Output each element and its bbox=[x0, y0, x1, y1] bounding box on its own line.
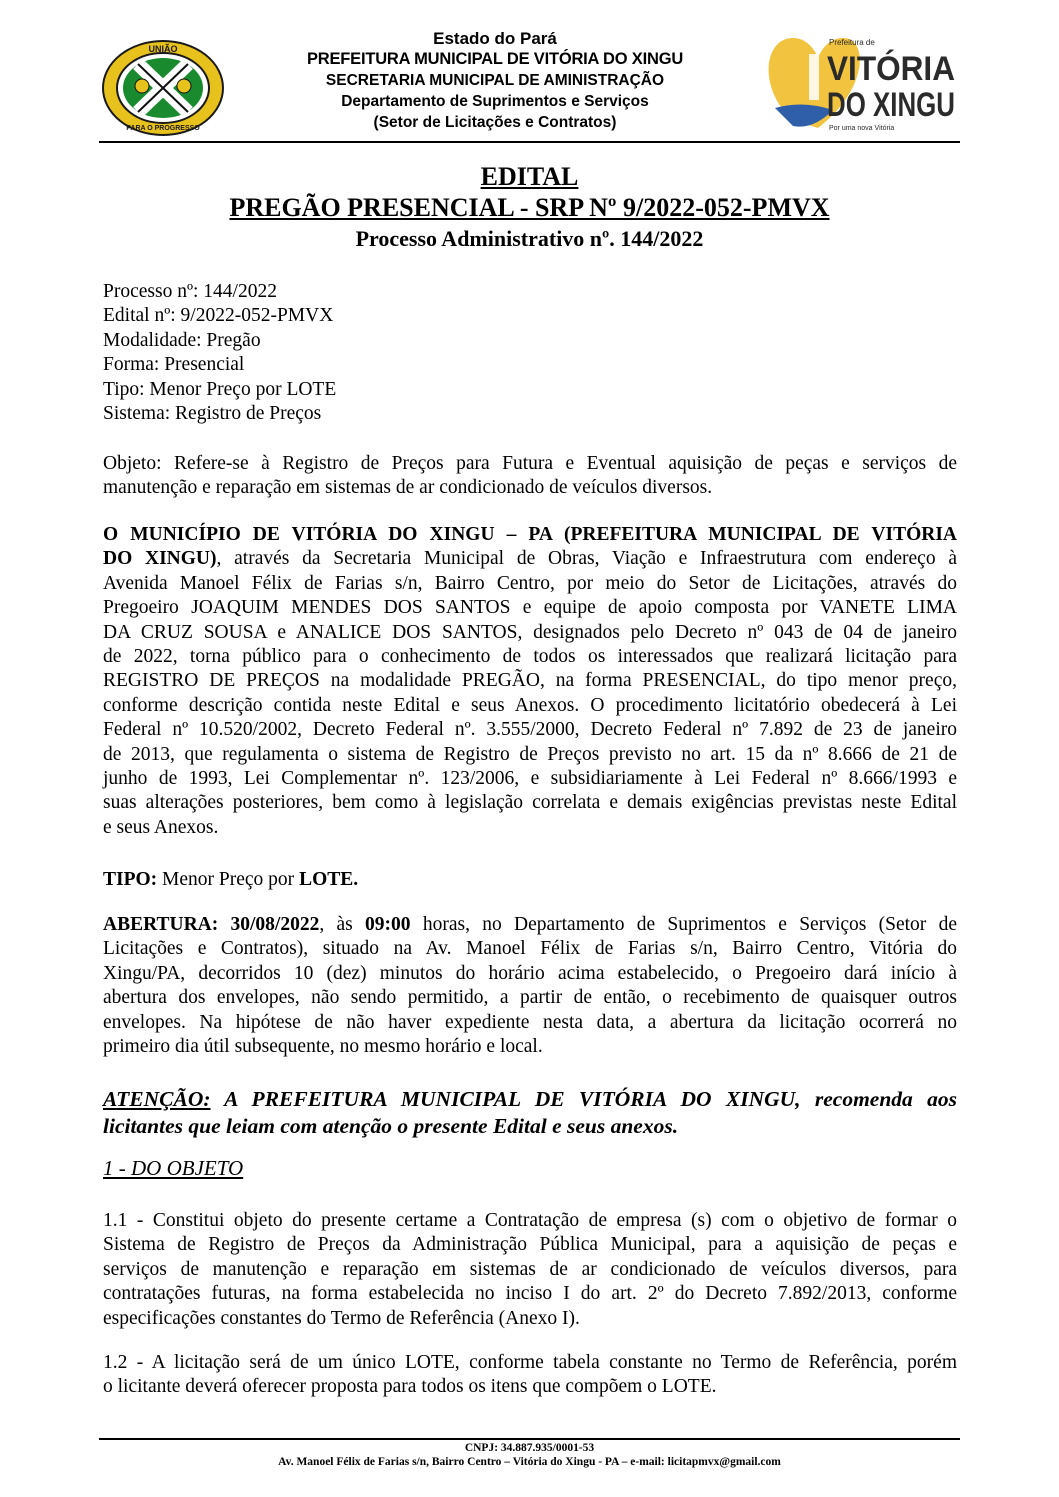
preamble-line: e seus Anexos. bbox=[103, 816, 219, 838]
preamble-bold-lead: O MUNICÍPIO DE VITÓRIA DO XINGU – PA (PREFEITURA MUNICIPAL DE VITÓRIA bbox=[103, 524, 957, 545]
municipal-seal-icon bbox=[100, 38, 226, 138]
preamble-bold-lead-end: DO XINGU) bbox=[103, 548, 217, 570]
footer-divider bbox=[99, 1438, 960, 1440]
preamble-line: de 2022, torna público para o conhecimento de todos os interessados que realizará licitação para bbox=[103, 646, 957, 668]
title-block bbox=[99, 162, 960, 254]
page-footer bbox=[99, 1441, 960, 1469]
abertura-time: 09:00 bbox=[365, 914, 411, 935]
preamble-paragraph bbox=[103, 523, 957, 840]
meta-modalidade: Modalidade: Pregão bbox=[103, 329, 261, 351]
meta-edital: Edital nº: 9/2022-052-PMVX bbox=[103, 305, 334, 327]
objeto-line: manutenção e reparação em sistemas de ar condicionado de veículos diversos. bbox=[103, 477, 713, 499]
preamble-line: Pregoeiro JOAQUIM MENDES DOS SANTOS e equipe de apoio composta por VANETE LIMA bbox=[103, 597, 957, 619]
section1-paragraph-1 bbox=[103, 1209, 957, 1331]
section-title: 1 - DO OBJETO bbox=[103, 1156, 244, 1180]
preamble-line: junho de 1993, Lei Complementar nº. 123/2006, e subsidiariamente à Lei Federal nº 8.666/1993 e bbox=[103, 768, 957, 790]
state-name: Estado do Pará bbox=[433, 29, 557, 48]
meta-forma: Forma: Presencial bbox=[103, 354, 245, 376]
atencao-label: ATENÇÃO: bbox=[103, 1087, 211, 1111]
section1-paragraph-2 bbox=[103, 1351, 957, 1400]
atencao-line-rest: A PREFEITURA MUNICIPAL DE VITÓRIA DO XINGU, recomenda aos bbox=[210, 1087, 957, 1111]
secretaria-name: SECRETARIA MUNICIPAL DE AMINISTRAÇÃO bbox=[325, 72, 665, 89]
footer-address: Av. Manoel Félix de Farias s/n, Bairro Centro – Vitória do Xingu - PA – e-mail: licitapmvx@gmail.com bbox=[278, 1456, 781, 1468]
logo-small-top: Prefeitura de bbox=[829, 38, 875, 47]
preamble-line: suas alterações posteriores, bem como à legislação correlata e demais exigências previstas neste Edital bbox=[103, 792, 957, 814]
atencao-notice bbox=[103, 1086, 957, 1140]
preamble-line: conforme descrição contida neste Edital e seus Anexos. O procedimento licitatório obedecerá à Lei bbox=[103, 694, 957, 716]
section1-line: Sistema de Registro de Preços da Administração Pública Municipal, para a aquisição de peças e bbox=[103, 1234, 957, 1256]
section1-line: serviços de manutenção e reparação em sistemas de ar condicionado de veículos diversos, para bbox=[103, 1258, 957, 1280]
atencao-line bbox=[103, 1086, 957, 1113]
abertura-label: ABERTURA: 30/08/2022 bbox=[103, 914, 320, 935]
meta-sistema: Sistema: Registro de Preços bbox=[103, 403, 322, 425]
header-divider bbox=[99, 141, 960, 143]
section1-line: o licitante deverá oferecer proposta para todos os itens que compõem o LOTE. bbox=[103, 1376, 717, 1398]
preamble-line: Federal nº 10.520/2002, Decreto Federal nº. 3.555/2000, Decreto Federal nº 7.892 de 23 de janeiro bbox=[103, 719, 957, 741]
objeto-line: Objeto: Refere-se à Registro de Preços para Futura e Eventual aquisição de peças e serviços de bbox=[103, 453, 957, 474]
tipo-paragraph bbox=[103, 868, 957, 892]
atencao-line: licitantes que leiam com atenção o presente Edital e seus anexos. bbox=[103, 1114, 679, 1138]
edital-title: EDITAL bbox=[480, 162, 579, 191]
footer-cnpj: CNPJ: 34.887.935/0001-53 bbox=[464, 1442, 595, 1454]
departamento-name: Departamento de Suprimentos e Serviços bbox=[341, 93, 649, 110]
abertura-line: envelopes. Na hipótese de não haver expediente nesta data, a abertura da licitação ocorrerá no bbox=[103, 1011, 957, 1033]
preamble-line: de 2013, que regulamenta o sistema de Registro de Preços previsto no art. 15 da nº 8.666 de 21 de bbox=[103, 743, 957, 765]
logo-tagline: Por uma nova Vitória bbox=[829, 125, 895, 132]
meta-tipo: Tipo: Menor Preço por LOTE bbox=[103, 378, 337, 400]
abertura-line bbox=[103, 913, 957, 937]
abertura-line: abertura dos envelopes, não sendo permitido, a partir de então, o recebimento de quaisquer outros bbox=[103, 987, 957, 1009]
seal-top-text: UNIÃO bbox=[148, 44, 178, 54]
meta-processo: Processo nº: 144/2022 bbox=[103, 281, 277, 302]
preamble-line bbox=[103, 547, 957, 571]
pregao-title: PREGÃO PRESENCIAL - SRP Nº 9/2022-052-PMVX bbox=[229, 193, 830, 222]
preamble-line: REGISTRO DE PREÇOS na modalidade PREGÃO, na forma PRESENCIAL, do tipo menor preço, bbox=[103, 670, 957, 692]
setor-name: (Setor de Licitações e Contratos) bbox=[373, 114, 617, 131]
meta-list bbox=[103, 280, 957, 426]
tipo-label: TIPO: bbox=[103, 869, 158, 890]
prefeitura-name: PREFEITURA MUNICIPAL DE VITÓRIA DO XINGU bbox=[306, 50, 684, 68]
section1-line: especificações constantes do Termo de Referência (Anexo I). bbox=[103, 1307, 580, 1329]
seal-bottom-text: PARA O PROGRESSO bbox=[126, 125, 200, 132]
abertura-line: primeiro dia útil subsequente, no mesmo horário e local. bbox=[103, 1036, 543, 1058]
tipo-value: Menor Preço por bbox=[157, 869, 300, 890]
section1-line: 1.2 - A licitação será de um único LOTE, conforme tabela constante no Termo de Referência, porém bbox=[103, 1352, 957, 1373]
letterhead bbox=[0, 14, 1059, 134]
abertura-line: Licitações e Contratos), situado na Av. Manoel Félix de Farias s/n, Bairro Centro, Vitória do bbox=[103, 938, 957, 960]
preamble-line: Avenida Manoel Félix de Farias s/n, Bairro Centro, por meio do Setor de Licitações, através do bbox=[103, 572, 957, 594]
objeto-paragraph bbox=[103, 452, 957, 501]
logo-line2: DO XINGU bbox=[827, 86, 955, 124]
section1-line: contratações futuras, na forma estabelecida no inciso I do art. 2º do Decreto 7.892/2013, conforme bbox=[103, 1283, 957, 1305]
section1-line: 1.1 - Constitui objeto do presente certame a Contratação de empresa (s) com o objetivo de formar o bbox=[103, 1210, 957, 1231]
processo-title: Processo Administrativo nº. 144/2022 bbox=[355, 226, 704, 251]
letterhead-text bbox=[228, 28, 762, 133]
vitoria-do-xingu-heart-logo-icon bbox=[763, 30, 963, 140]
preamble-line-rest: , através da Secretaria Municipal de Obras, Viação e Infraestrutura com endereço à bbox=[216, 548, 957, 570]
abertura-paragraph bbox=[103, 913, 957, 1059]
preamble-line: DA CRUZ SOUSA e ANALICE DOS SANTOS, designados pelo Decreto nº 043 de 04 de janeiro bbox=[103, 621, 957, 643]
tipo-lote: LOTE. bbox=[299, 869, 359, 890]
abertura-line-rest: horas, no Departamento de Suprimentos e Serviços (Setor de bbox=[410, 914, 957, 935]
logo-line1: VITÓRIA bbox=[827, 50, 955, 88]
abertura-line: Xingu/PA, decorridos 10 (dez) minutos do horário acima estabelecido, o Pregoeiro dará início à bbox=[103, 962, 957, 984]
abertura-connector: , às bbox=[319, 914, 366, 935]
